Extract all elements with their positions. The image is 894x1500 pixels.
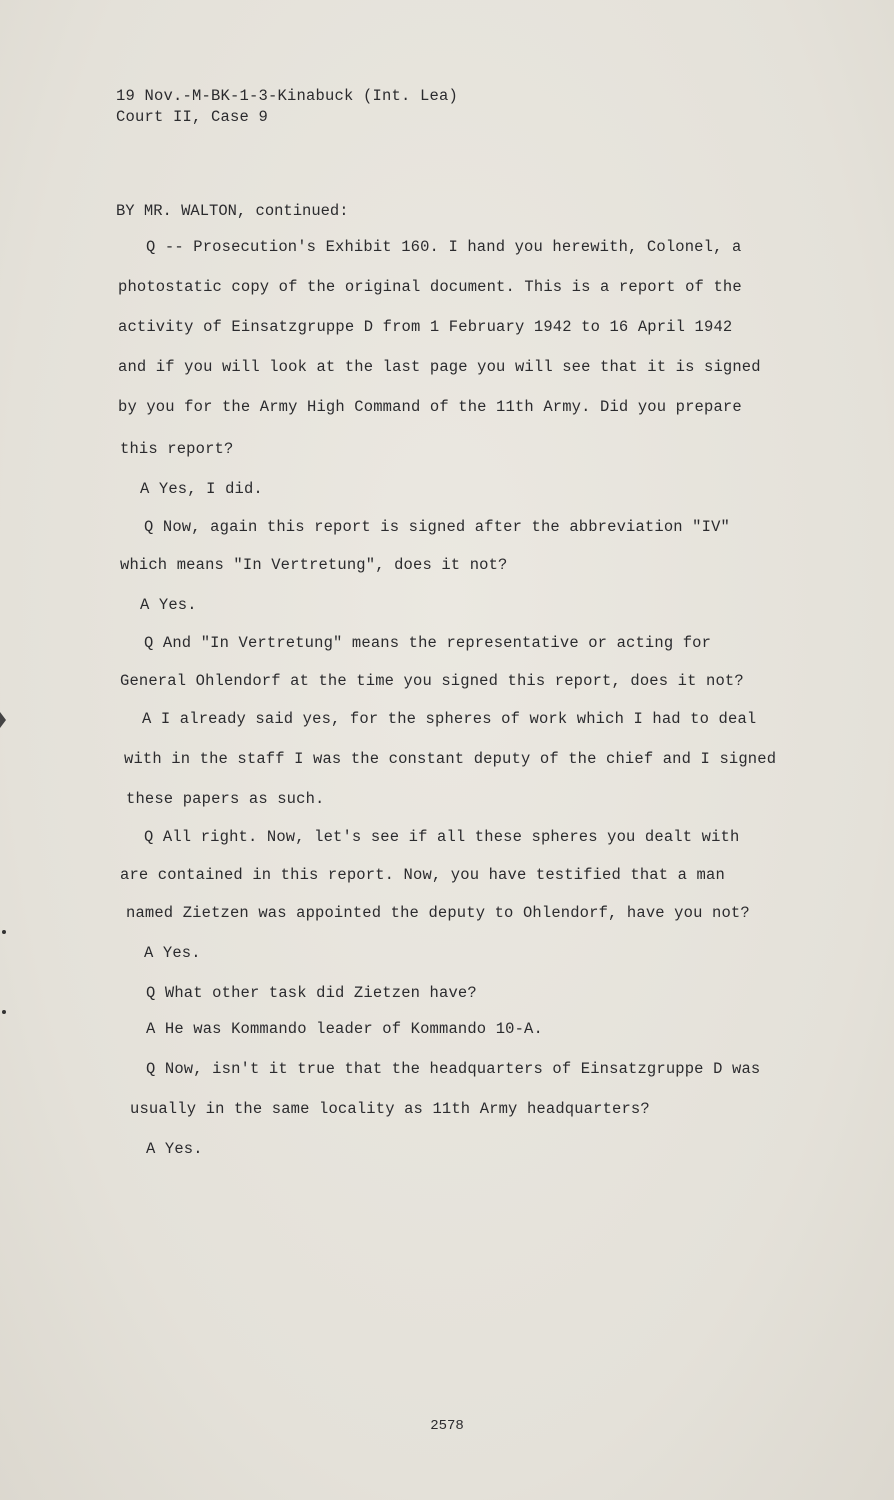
transcript-line: A I already said yes, for the spheres of work which I had to deal: [142, 710, 757, 728]
transcript-line: this report?: [120, 440, 234, 458]
transcript-line: Q Now, again this report is signed after the abbreviation "IV": [144, 518, 730, 536]
binding-notch: [0, 712, 6, 728]
examiner-line: BY MR. WALTON, continued:: [116, 202, 349, 220]
transcript-line: General Ohlendorf at the time you signed this report, does it not?: [120, 672, 744, 690]
transcript-line: which means "In Vertretung", does it not?: [120, 556, 508, 574]
binding-hole-mark: [2, 1010, 6, 1014]
transcript-line: are contained in this report. Now, you have testified that a man: [120, 866, 725, 884]
transcript-line: A He was Kommando leader of Kommando 10-A.: [146, 1020, 543, 1038]
transcript-line: Q All right. Now, let's see if all these spheres you dealt with: [144, 828, 740, 846]
document-header: [116, 86, 458, 128]
page-number: 2578: [430, 1418, 464, 1434]
transcript-line: A Yes, I did.: [140, 480, 263, 498]
transcript-line: Q -- Prosecution's Exhibit 160. I hand you herewith, Colonel, a: [146, 238, 742, 256]
transcript-line: usually in the same locality as 11th Army headquarters?: [130, 1100, 650, 1118]
transcript-line: Q And "In Vertretung" means the representative or acting for: [144, 634, 712, 652]
header-court-line: Court II, Case 9: [116, 108, 269, 126]
transcript-line: with in the staff I was the constant deputy of the chief and I signed: [124, 750, 777, 768]
header-session-line: 19 Nov.-M-BK-1-3-Kinabuck (Int. Lea): [116, 87, 459, 105]
binding-hole-mark: [2, 930, 6, 934]
transcript-line: and if you will look at the last page you will see that it is signed: [118, 358, 761, 376]
transcript-line: activity of Einsatzgruppe D from 1 February 1942 to 16 April 1942: [118, 318, 733, 336]
transcript-line: A Yes.: [144, 944, 201, 962]
transcript-line: Q Now, isn't it true that the headquarters of Einsatzgruppe D was: [146, 1060, 761, 1078]
transcript-line: photostatic copy of the original document. This is a report of the: [118, 278, 742, 296]
transcript-line: A Yes.: [146, 1140, 203, 1158]
transcript-line: Q What other task did Zietzen have?: [146, 984, 477, 1002]
transcript-line: named Zietzen was appointed the deputy to Ohlendorf, have you not?: [126, 904, 750, 922]
transcript-line: A Yes.: [140, 596, 197, 614]
transcript-line: these papers as such.: [126, 790, 325, 808]
transcript-line: by you for the Army High Command of the 11th Army. Did you prepare: [118, 398, 742, 416]
